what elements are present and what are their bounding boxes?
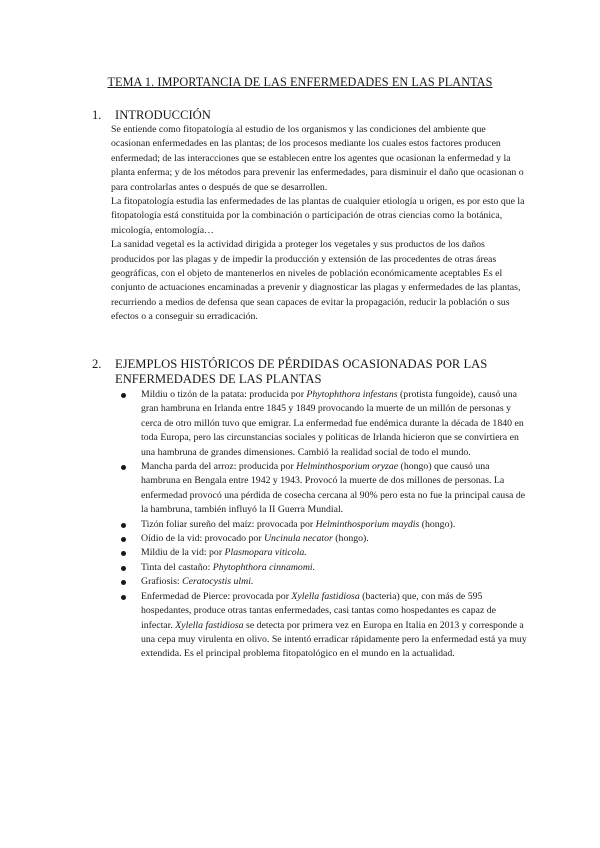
list-item: Tinta del castaño: Phytophthora cinnamomi. — [117, 561, 527, 575]
bullet-icon — [121, 393, 126, 398]
bullet-icon — [121, 595, 126, 600]
bullet-icon — [121, 523, 126, 528]
section-1-number: 1. — [92, 108, 102, 122]
list-item: Mildiu o tizón de la patata: producida por Phytophthora infestans (protista fungoide), causó una gran hambruna en Irlanda entre 1845 y 1849 provocando la muerte de un millón de personas y cerca de otro millón tuvo que emigrar. La enfermedad fue endémica durante la década de 1840 en toda Europa, pero las circunstancias sociales y políticas de Irlanda hicieron que se convirtiera en una hambruna de grandes dimensiones. Cambió la realidad social de todo el mundo. — [117, 388, 527, 460]
section-2-title-line-1: EJEMPLOS HISTÓRICOS DE PÉRDIDAS OCASIONADAS POR LAS — [115, 357, 488, 371]
document-title: TEMA 1. IMPORTANCIA DE LAS ENFERMEDADES EN LAS PLANTAS — [107, 75, 493, 89]
list-item: Mancha parda del arroz: producida por Helminthosporium oryzae (hongo) que causó una hambruna en Bengala entre 1942 y 1943. Provocó la muerte de dos millones de personas. La enfermedad provocó una pérdida de cosecha cercana al 90% pero esta no fue la principal causa de la hambruna, también influyó la II Guerra Mundial. — [117, 460, 527, 518]
section-1-body — [111, 123, 527, 325]
section-2-heading — [92, 357, 532, 389]
section-2-title-line-2: ENFERMEDADES DE LAS PLANTAS — [115, 372, 322, 386]
intro-paragraph-2: La fitopatología estudia las enfermedades de las plantas de cualquier etiología u origen, es por esto que la fitopatología está constituida por la combinación o participación de otras ciencias como la botánica, micología, entomología… — [111, 196, 525, 236]
bullet-icon — [121, 465, 126, 470]
section-1-title: INTRODUCCIÓN — [115, 108, 211, 122]
intro-paragraph-3: La sanidad vegetal es la actividad dirigida a proteger los vegetales y sus productos de los daños producidos por las plagas y de impedir la producción y extensión de las procedentes de otras áreas geográficas, con el objeto de mantenerlos en niveles de población económicamente aceptables Es el conjunto de actuaciones encaminadas a prevenir y diagnosticar las plagas y enfermedades de las plantas, recurriendo a medios de defensa que sean capaces de evitar la propagación, reducir la población o sus efectos o a conseguir su erradicación. — [111, 239, 521, 323]
bullet-icon — [121, 580, 126, 585]
list-item: Enfermedad de Pierce: provocada por Xylella fastidiosa (bacteria) que, con más de 595 hospedantes, produce otras tantas enfermedades, casi tantas como hospedantes es capaz de infectar. Xylella fastidiosa se detecta por primera vez en Europa en Italia en 2013 y corresponde a una cepa muy virulenta en olivo. Se intentó erradicar rápidamente pero la enfermedad está ya muy extendida. Es el principal problema fitopatológico en el mundo en la actualidad. — [117, 590, 527, 662]
list-item: Grafiosis: Ceratocystis ulmi. — [117, 575, 527, 589]
bullet-icon — [121, 566, 126, 571]
section-1-heading — [92, 108, 532, 124]
bullet-icon — [121, 537, 126, 542]
section-2-number: 2. — [92, 357, 102, 371]
intro-paragraph-1: Se entiende como fitopatología al estudio de los organismos y las condiciones del ambiente que ocasionan enfermedades en las plantas; de los procesos mediante los cuales estos factores producen enfermedad; de las interacciones que se establecen entre los agentes que ocasionan la enfermedad y la planta enferma; y de los métodos para prevenir las enfermedades, para disminuir el daño que ocasionan o para controlarlas antes o después de que se desarrollen. — [111, 124, 524, 193]
historical-examples-list — [117, 388, 527, 662]
bullet-icon — [121, 551, 126, 556]
list-item: Oídio de la vid: provocado por Uncinula necator (hongo). — [117, 532, 527, 546]
list-item: Mildiu de la vid: por Plasmopara viticola. — [117, 546, 527, 560]
list-item: Tizón foliar sureño del maíz: provocada por Helminthosporium maydis (hongo). — [117, 518, 527, 532]
